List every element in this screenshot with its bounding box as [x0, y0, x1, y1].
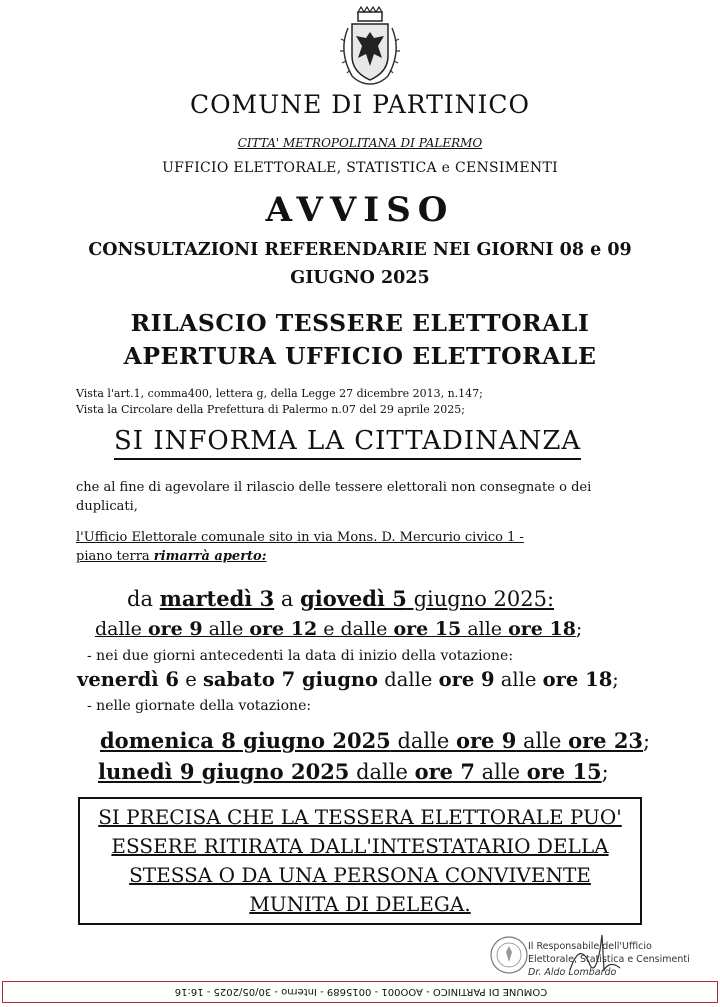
- schedule-vote-days-note: - nelle giornate della votazione:: [87, 698, 312, 714]
- notice-line-4: MUNITA DI DELEGA.: [249, 892, 471, 916]
- protocol-text: COMUNE DI PARTINICO - AOO001 - 0015689 - Interno - 30/05/2025 - 16:16: [174, 986, 548, 997]
- vista-circolare: Vista la Circolare della Prefettura di Palermo n.07 del 29 aprile 2025;: [76, 403, 466, 416]
- signature-scribble: [560, 930, 640, 980]
- avviso-title: AVVISO: [265, 190, 455, 230]
- vista-legge: Vista l'art.1, comma400, lettera g, della Legge 27 dicembre 2013, n.147;: [76, 387, 483, 400]
- rimarra-aperto-text: rimarrà aperto:: [153, 549, 267, 564]
- ufficio-address-line-1: l'Ufficio Elettorale comunale sito in via Mons. D. Mercurio civico 1 -: [76, 530, 524, 545]
- notice-line-1: SI PRECISA CHE LA TESSERA ELETTORALE PUO': [98, 805, 622, 829]
- schedule-pre-vote-note: - nei due giorni antecedenti la data di inizio della votazione:: [87, 648, 514, 664]
- rilascio-heading: RILASCIO TESSERE ELETTORALI: [130, 309, 590, 337]
- signature-title: Il Responsabile dell'Ufficio: [528, 941, 652, 952]
- schedule-sunday: domenica 8 giugno 2025 dalle ore 9 alle ore 23;: [100, 728, 651, 753]
- consultazioni-line-2: GIUGNO 2025: [290, 268, 430, 288]
- protocol-footer: [2, 981, 718, 1003]
- intro-paragraph-line-2: duplicati,: [76, 499, 138, 514]
- consultazioni-line-1: CONSULTAZIONI REFERENDARIE NEI GIORNI 08 e 09: [88, 240, 632, 260]
- signature-name: Dr. Aldo Lombardo: [528, 967, 617, 978]
- crest-icon: [330, 6, 410, 88]
- ufficio-address-line-2: [76, 549, 267, 564]
- apertura-heading: APERTURA UFFICIO ELETTORALE: [123, 342, 597, 370]
- piano-terra-text: piano terra: [76, 549, 154, 564]
- schedule-weekdays: da martedì 3 a giovedì 5 giugno 2025:: [127, 586, 555, 611]
- citta-metropolitana: CITTA' METROPOLITANA DI PALERMO: [237, 136, 483, 150]
- notice-line-2: ESSERE RITIRATA DALL'INTESTATARIO DELLA: [111, 834, 609, 858]
- si-informa-heading: SI INFORMA LA CITTADINANZA: [114, 424, 581, 460]
- schedule-weekday-hours: dalle ore 9 alle ore 12 e dalle ore 15 alle ore 18;: [95, 618, 583, 640]
- signature-office: Elettorale, Statistica e Censimenti: [528, 954, 690, 965]
- stamp-icon: [489, 935, 529, 975]
- notice-box: [78, 797, 642, 925]
- intro-paragraph-line-1: che al fine di agevolare il rilascio delle tessere elettorali non consegnate o dei: [76, 480, 592, 495]
- ufficio-heading: UFFICIO ELETTORALE, STATISTICA e CENSIMENTI: [162, 160, 558, 176]
- schedule-monday: lunedì 9 giugno 2025 dalle ore 7 alle ore 15;: [98, 759, 609, 784]
- notice-line-3: STESSA O DA UNA PERSONA CONVIVENTE: [129, 863, 591, 887]
- schedule-friday-saturday: venerdì 6 e sabato 7 giugno dalle ore 9 alle ore 18;: [77, 668, 619, 691]
- comune-title: COMUNE DI PARTINICO: [189, 90, 531, 119]
